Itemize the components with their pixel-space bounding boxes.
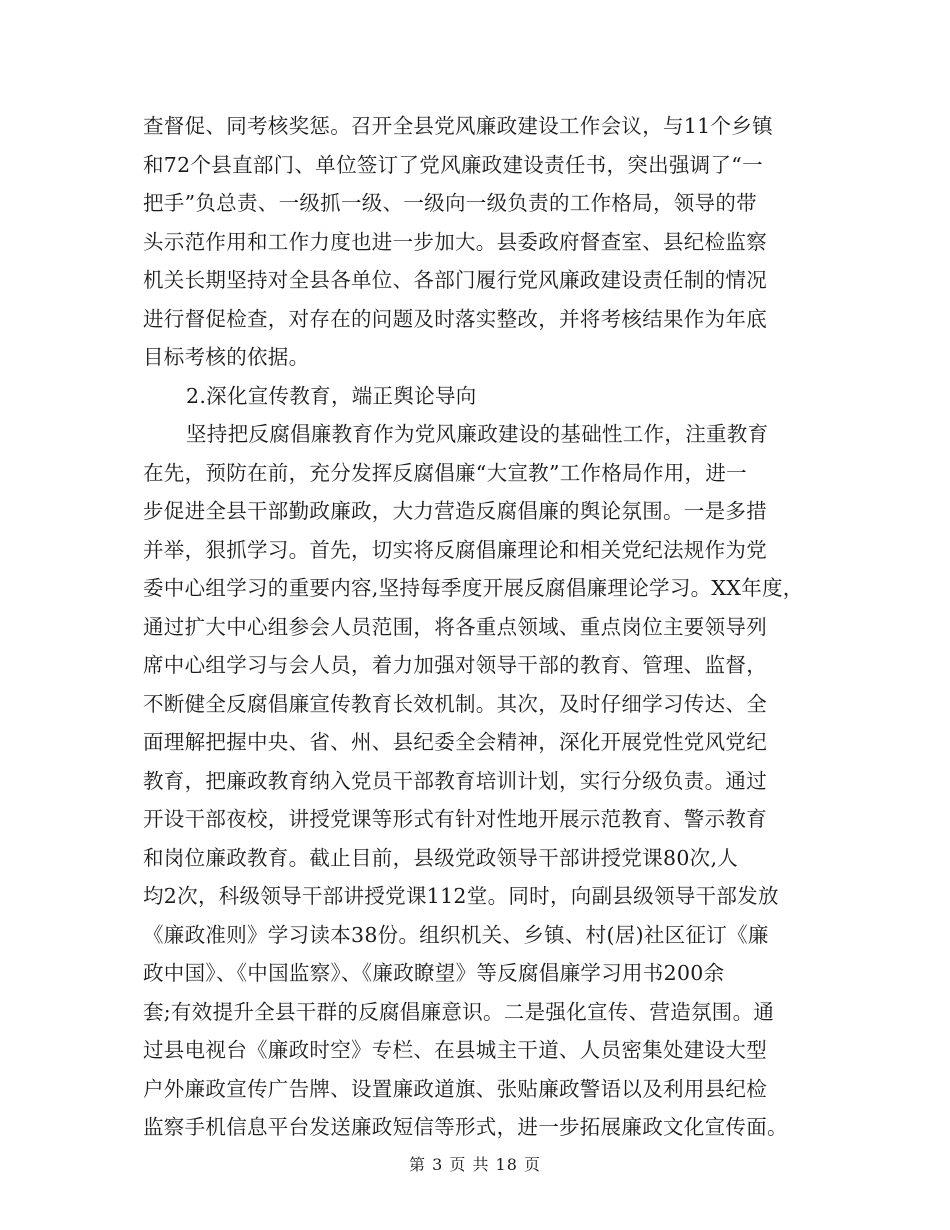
paragraph-line: 步促进全县干部勤政廉政，大力营造反腐倡廉的舆论氛围。一是多措 <box>143 499 767 523</box>
page-number-footer: 第 3 页 共 18 页 <box>409 1155 541 1174</box>
paragraph-line: 均2次，科级领导干部讲授党课112堂。同时，向副县级领导干部发放 <box>143 884 779 908</box>
paragraph-line: 过县电视台《廉政时空》专栏、在县城主干道、人员密集处建设大型 <box>143 1038 767 1062</box>
paragraph-line: 并举，狠抓学习。首先，切实将反腐倡廉理论和相关党纪法规作为党 <box>143 538 767 562</box>
paragraph-line: 机关长期坚持对全县各单位、各部门履行党风廉政建设责任制的情况 <box>143 268 767 292</box>
paragraph-line: 通过扩大中心组参会人员范围，将各重点领域、重点岗位主要领导列 <box>143 615 767 639</box>
paragraph-line: 《廉政准则》学习读本38份。组织机关、乡镇、村(居)社区征订《廉 <box>143 923 769 947</box>
paragraph-line: 套;有效提升全县干群的反腐倡廉意识。二是强化宣传、营造氛围。通 <box>143 1000 775 1024</box>
paragraph-line: 头示范作用和工作力度也进一步加大。县委政府督查室、县纪检监察 <box>143 230 767 254</box>
paragraph-line: 开设干部夜校，讲授党课等形式有针对性地开展示范教育、警示教育 <box>143 807 767 831</box>
paragraph-line: 政中国》、《中国监察》、《廉政瞭望》等反腐倡廉学习用书200余 <box>143 961 725 985</box>
paragraph-line: 委中心组学习的重要内容,坚持每季度开展反腐倡廉理论学习。XX年度， <box>143 576 804 600</box>
paragraph-line: 教育，把廉政教育纳入党员干部教育培训计划，实行分级负责。通过 <box>143 769 767 793</box>
paragraph-line: 和岗位廉政教育。截止目前，县级党政领导干部讲授党课80次,人 <box>143 846 739 870</box>
paragraph-line: 不断健全反腐倡廉宣传教育长效机制。其次，及时仔细学习传达、全 <box>143 692 767 716</box>
paragraph-line: 和72个县直部门、单位签订了党风廉政建设责任书，突出强调了“一 <box>143 153 763 177</box>
paragraph-line: 席中心组学习与会人员，着力加强对领导干部的教育、管理、监督， <box>143 653 767 677</box>
paragraph-line: 进行督促检查，对存在的问题及时落实整改，并将考核结果作为年底 <box>143 307 767 331</box>
paragraph-line: 户外廉政宣传广告牌、设置廉政道旗、张贴廉政警语以及利用县纪检 <box>143 1077 767 1101</box>
paragraph-line: 目标考核的依据。 <box>143 345 310 369</box>
section-heading: 2.深化宣传教育，端正舆论导向 <box>186 384 477 408</box>
paragraph-line: 在先，预防在前，充分发挥反腐倡廉“大宣教”工作格局作用，进一 <box>143 461 747 485</box>
paragraph-line: 把手”负总责、一级抓一级、一级向一级负责的工作格局，领导的带 <box>143 191 757 215</box>
paragraph-line: 查督促、同考核奖惩。召开全县党风廉政建设工作会议，与11个乡镇 <box>143 114 773 138</box>
paragraph-line: 坚持把反腐倡廉教育作为党风廉政建设的基础性工作，注重教育 <box>186 422 769 446</box>
paragraph-line: 监察手机信息平台发送廉政短信等形式，进一步拓展廉政文化宣传面。 <box>143 1115 788 1139</box>
paragraph-line: 面理解把握中央、省、州、县纪委全会精神，深化开展党性党风党纪 <box>143 730 767 754</box>
